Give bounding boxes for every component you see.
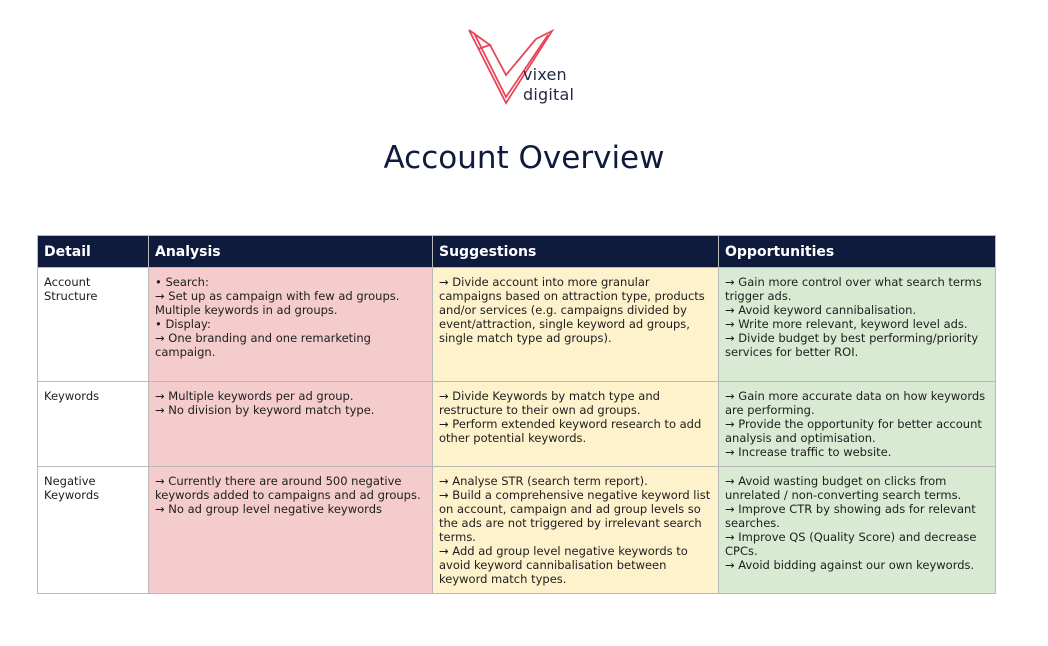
suggestions-cell xyxy=(433,382,719,467)
suggestion-line: → Divide Keywords by match type and restructure to their own ad groups. xyxy=(439,389,660,417)
table-header-row xyxy=(38,236,996,268)
suggestion-line: → Perform extended keyword research to add other potential keywords. xyxy=(439,417,702,445)
opportunity-line: → Improve QS (Quality Score) and decrease CPCs. xyxy=(725,530,977,558)
opportunities-cell xyxy=(719,382,996,467)
suggestion-line: → Add ad group level negative keywords to avoid keyword cannibalisation between keyword match types. xyxy=(439,544,688,586)
opportunities-cell xyxy=(719,467,996,594)
opportunity-line: → Write more relevant, keyword level ads. xyxy=(725,317,968,331)
opportunity-line: → Increase traffic to website. xyxy=(725,445,892,459)
analysis-line: • Display: xyxy=(155,317,211,331)
analysis-line: → No division by keyword match type. xyxy=(155,403,375,417)
header-detail: Detail xyxy=(38,236,149,268)
suggestions-cell xyxy=(433,268,719,382)
analysis-line: • Search: xyxy=(155,275,209,289)
opportunity-line: → Improve CTR by showing ads for relevant searches. xyxy=(725,502,976,530)
table-row xyxy=(38,382,996,467)
detail-cell: Keywords xyxy=(38,382,149,467)
analysis-cell xyxy=(149,467,433,594)
logo-line-digital: digital xyxy=(523,85,575,104)
table-row xyxy=(38,268,996,382)
opportunity-line: → Gain more accurate data on how keywords are performing. xyxy=(725,389,986,417)
opportunities-cell xyxy=(719,268,996,382)
opportunity-line: → Divide budget by best performing/priority services for better ROI. xyxy=(725,331,979,359)
suggestion-line: → Analyse STR (search term report). xyxy=(439,474,648,488)
suggestion-line: → Build a comprehensive negative keyword list on account, campaign and ad group levels so the ads are not triggered by irrelevant search terms. xyxy=(439,488,711,544)
detail-cell: Account Structure xyxy=(38,268,149,382)
analysis-line: → Set up as campaign with few ad groups. Multiple keywords in ad groups. xyxy=(155,289,400,317)
vixen-digital-logo xyxy=(466,27,586,107)
vixen-logo-text xyxy=(523,65,574,105)
opportunity-line: → Provide the opportunity for better account analysis and optimisation. xyxy=(725,417,982,445)
analysis-line: → One branding and one remarketing campaign. xyxy=(155,331,371,359)
header-analysis: Analysis xyxy=(149,236,433,268)
header-opportunities: Opportunities xyxy=(719,236,996,268)
analysis-line: → No ad group level negative keywords xyxy=(155,502,382,516)
analysis-line: → Currently there are around 500 negative keywords added to campaigns and ad groups. xyxy=(155,474,421,502)
suggestions-cell xyxy=(433,467,719,594)
header-suggestions: Suggestions xyxy=(433,236,719,268)
suggestion-line: → Divide account into more granular campaigns based on attraction type, products and/or services (e.g. campaigns divided by event/attraction, single keyword ad groups, single match type ad groups). xyxy=(439,275,705,345)
opportunity-line: → Gain more control over what search terms trigger ads. xyxy=(725,275,982,303)
opportunity-line: → Avoid keyword cannibalisation. xyxy=(725,303,917,317)
page-title: Account Overview xyxy=(383,140,665,176)
analysis-cell xyxy=(149,382,433,467)
opportunity-line: → Avoid bidding against our own keywords. xyxy=(725,558,975,572)
logo-line-vixen: vixen xyxy=(523,65,567,84)
opportunity-line: → Avoid wasting budget on clicks from unrelated / non-converting search terms. xyxy=(725,474,962,502)
analysis-cell xyxy=(149,268,433,382)
detail-cell: Negative Keywords xyxy=(38,467,149,594)
account-overview-table xyxy=(37,235,996,594)
table-row xyxy=(38,467,996,594)
analysis-line: → Multiple keywords per ad group. xyxy=(155,389,354,403)
